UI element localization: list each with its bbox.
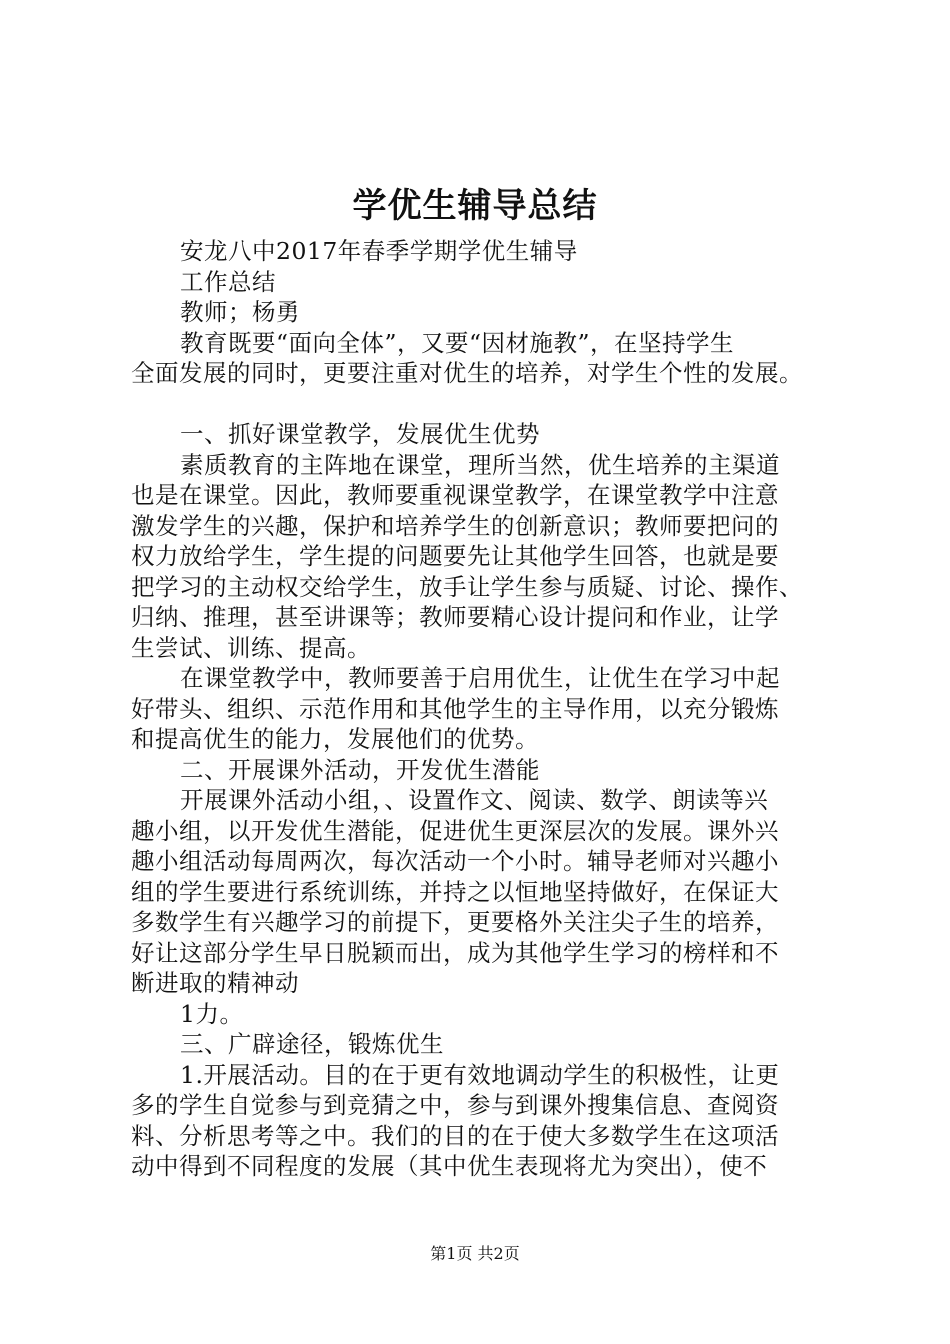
text-line: 和提高优生的能力，发展他们的优势。 bbox=[131, 725, 539, 753]
text-line: 趣小组活动每周两次，每次活动一个小时。辅导老师对兴趣小 bbox=[131, 847, 779, 875]
text-line: 归纳、推理，甚至讲课等；教师要精心设计提问和作业，让学 bbox=[131, 603, 779, 631]
text-line: 教育既要“面向全体”，又要“因材施教”，在坚持学生 bbox=[180, 328, 735, 357]
text-line: 趣小组，以开发优生潜能，促进优生更深层次的发展。课外兴 bbox=[131, 816, 779, 845]
text-line: 在课堂教学中，教师要善于启用优生，让优生在学习中起 bbox=[180, 664, 780, 692]
document-title: 学优生辅导总结 bbox=[352, 186, 598, 226]
text-line: 开展课外活动小组，、设置作文、阅读、数学、朗读等兴 bbox=[180, 786, 769, 814]
text-line: 料、分析思考等之中。我们的目的在于使大多数学生在这项活 bbox=[131, 1121, 779, 1150]
text-line: 1力。 bbox=[180, 999, 244, 1028]
page-footer: 第1页 共2页 bbox=[430, 1244, 520, 1263]
text-line: 把学习的主动权交给学生，放手让学生参与质疑、讨论、操作、 bbox=[131, 572, 803, 601]
text-line: 工作总结 bbox=[180, 267, 276, 296]
text-line: 多的学生自觉参与到竞猜之中，参与到课外搜集信息、查阅资 bbox=[131, 1091, 779, 1119]
text-line: 生尝试、训练、提高。 bbox=[131, 633, 371, 662]
document-body bbox=[131, 236, 831, 1182]
text-line: 激发学生的兴趣，保护和培养学生的创新意识；教师要把问的 bbox=[131, 511, 779, 540]
text-line: 断进取的精神动 bbox=[131, 969, 299, 997]
text-line: 1.开展活动。目的在于更有效地调动学生的积极性，让更 bbox=[180, 1060, 780, 1089]
text-line: 全面发展的同时，更要注重对优生的培养，对学生个性的发展。 bbox=[131, 359, 803, 387]
text-line: 好带头、组织、示范作用和其他学生的主导作用，以充分锻炼 bbox=[131, 694, 779, 723]
text-line: 三、广辟途径，锻炼优生 bbox=[180, 1030, 444, 1058]
text-line: 好让这部分学生早日脱颖而出，成为其他学生学习的榜样和不 bbox=[131, 938, 779, 967]
text-line: 素质教育的主阵地在课堂，理所当然，优生培养的主渠道 bbox=[180, 450, 780, 479]
text-line: 二、开展课外活动，开发优生潜能 bbox=[180, 755, 540, 784]
text-line: 也是在课堂。因此，教师要重视课堂教学，在课堂教学中注意 bbox=[131, 481, 779, 509]
text-line: 权力放给学生，学生提的问题要先让其他学生回答，也就是要 bbox=[131, 542, 779, 570]
text-line: 组的学生要进行系统训练，并持之以恒地坚持做好，在保证大 bbox=[131, 877, 779, 906]
text-line: 一、抓好课堂教学，发展优生优势 bbox=[180, 420, 540, 448]
text-line: 多数学生有兴趣学习的前提下，更要格外关注尖子生的培养， bbox=[131, 908, 779, 936]
text-line: 动中得到不同程度的发展（其中优生表现将尤为突出），使不 bbox=[131, 1152, 768, 1180]
text-line: 安龙八中2017年春季学期学优生辅导 bbox=[180, 237, 578, 265]
text-line: 教师；杨勇 bbox=[180, 298, 300, 326]
blank-line bbox=[131, 389, 831, 420]
